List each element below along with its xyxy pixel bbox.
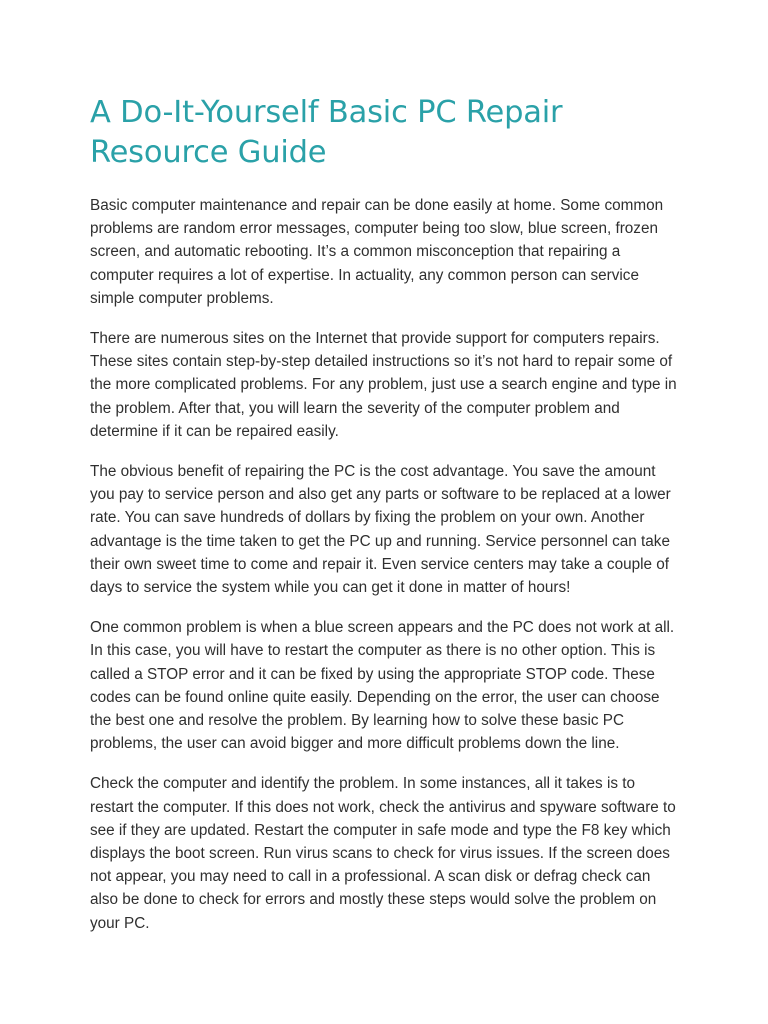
document-page [90, 93, 682, 952]
paragraph-troubleshooting: Check the computer and identify the problem. In some instances, all it takes is to restart the computer. If this does not work, check the antivirus and spyware software to see if they are updated. Restart the computer in safe mode and type the F8 key which displays the boot screen. Run virus scans to check for virus issues. If the screen does not appear, you may need to call in a professional. A scan disk or defrag check can also be done to check for errors and mostly these steps would solve the problem on your PC. [90, 775, 676, 932]
paragraph-online-support: There are numerous sites on the Internet that provide support for computers repairs. These sites contain step-by-step detailed instructions so it’s not hard to repair some of the more complicated problems. For any problem, just use a search engine and type in the problem. After that, you will learn the severity of the computer problem and determine if it can be repaired easily. [90, 330, 677, 440]
paragraph-blue-screen: One common problem is when a blue screen appears and the PC does not work at all. In this case, you will have to restart the computer as there is no other option. This is called a STOP error and it can be fixed by using the appropriate STOP code. These codes can be found online quite easily. Depending on the error, the user can choose the best one and resolve the problem. By learning how to solve these basic PC problems, the user can avoid bigger and more difficult problems down the line. [90, 619, 675, 753]
paragraph-intro: Basic computer maintenance and repair can be done easily at home. Some common problems are random error messages, computer being too slow, blue screen, frozen screen, and automatic rebooting. It’s a common misconception that repairing a computer requires a lot of expertise. In actuality, any common person can service simple computer problems. [90, 197, 664, 307]
paragraph-benefits: The obvious benefit of repairing the PC is the cost advantage. You save the amount you pay to service person and also get any parts or software to be replaced at a lower rate. You can save hundreds of dollars by fixing the problem on your own. Another advantage is the time taken to get the PC up and running. Service personnel can take their own sweet time to come and repair it. Even service centers may take a couple of days to service the system while you can get it done in matter of hours! [90, 463, 671, 597]
document-title: A Do-It-Yourself Basic PC Repair Resource Guide [90, 95, 563, 170]
